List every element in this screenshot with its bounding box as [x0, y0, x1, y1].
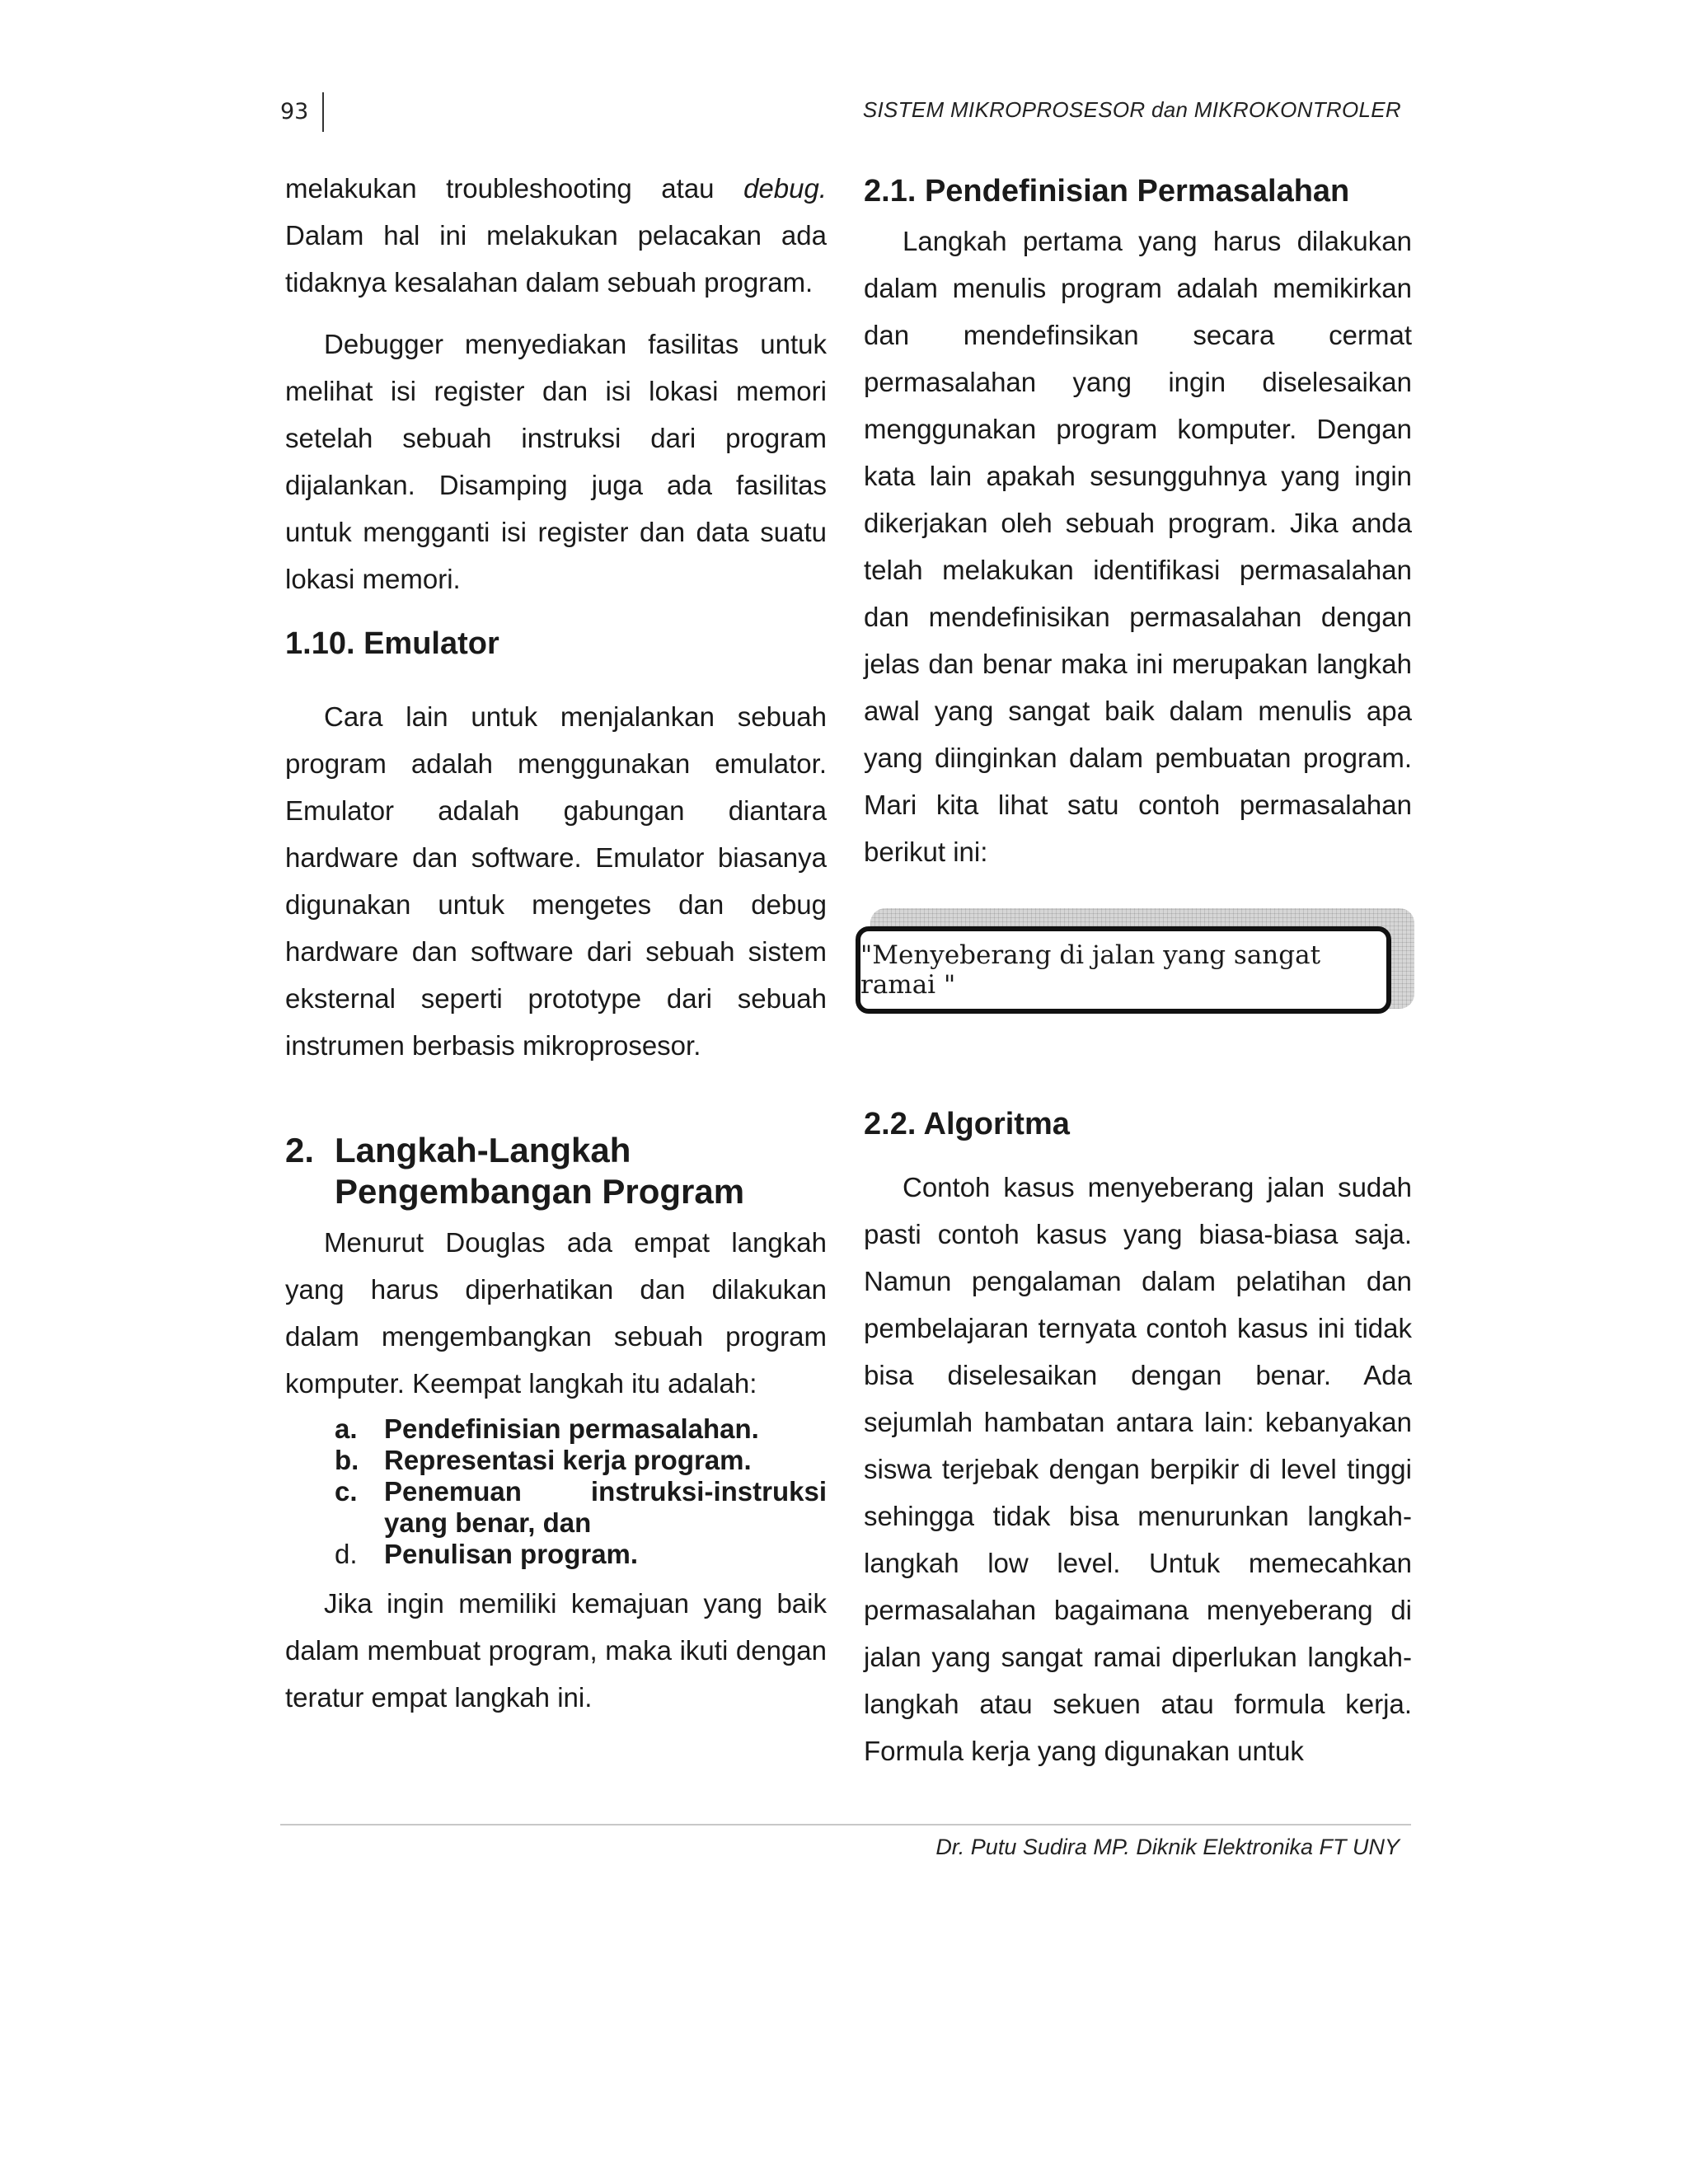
- list-item: [335, 1539, 827, 1570]
- section-title: Langkah-Langkah Pengembangan Program: [335, 1131, 745, 1211]
- list-item-text: Representasi kerja program.: [384, 1445, 752, 1475]
- section-heading-2: [285, 1130, 827, 1212]
- paragraph-text: melakukan troubleshooting atau: [285, 173, 744, 204]
- list-marker: b.: [335, 1445, 359, 1475]
- quote-text: "Menyeberang di jalan yang sangat ramai ": [856, 926, 1391, 1014]
- heading-2-1: 2.1. Pendefinisian Permasalahan: [864, 174, 1350, 209]
- list-item-text: Pendefinisian permasalahan.: [384, 1413, 759, 1444]
- list-marker: d.: [335, 1539, 358, 1569]
- paragraph-debugger: Debugger menyediakan fasilitas untuk melihat isi register dan isi lokasi memori setelah sebuah instruksi dari program dijalankan. Disamping juga ada fasilitas untuk mengganti isi register dan data suatu lokasi memori.: [285, 329, 827, 594]
- list-item: [335, 1413, 827, 1445]
- page-number: 93: [280, 99, 309, 124]
- quote-callout: [856, 908, 1416, 1032]
- list-item: [335, 1445, 827, 1476]
- right-column: [860, 165, 1412, 1774]
- paragraph-douglas: Menurut Douglas ada empat langkah yang harus diperhatikan dan dilakukan dalam mengembangkan sebuah program komputer. Keempat langkah itu adalah:: [285, 1227, 827, 1399]
- footer-author: Dr. Putu Sudira MP. Diknik Elektronika FT UNY: [935, 1835, 1400, 1859]
- list-item-text: Penulisan program.: [384, 1539, 639, 1569]
- footer-divider: [280, 1824, 1411, 1825]
- steps-list: [285, 1413, 827, 1570]
- list-item: [335, 1476, 827, 1539]
- paragraph-debug: [285, 165, 827, 306]
- heading-2-2: 2.2. Algoritma: [864, 1107, 1070, 1141]
- left-column: [285, 165, 827, 1721]
- header-divider: [322, 92, 324, 132]
- paragraph-definition: Langkah pertama yang harus dilakukan dalam menulis program adalah memikirkan dan mendefinsikan secara cermat permasalahan yang ingin diselesaikan menggunakan program komputer. Dengan kata lain apakah sesungguhnya yang ingin dikerjakan oleh sebuah program. Jika anda telah melakukan identifikasi permasalahan dan mendefinisikan permasalahan dengan jelas dan benar maka ini merupakan langkah awal yang sangat baik dalam menulis apa yang diinginkan dalam pembuatan program. Mari kita lihat satu contoh permasalahan berikut ini:: [864, 226, 1412, 867]
- paragraph-conclusion: Jika ingin memiliki kemajuan yang baik dalam membuat program, maka ikuti dengan teratur empat langkah ini.: [285, 1588, 827, 1713]
- list-marker: c.: [335, 1476, 358, 1507]
- paragraph-emulator: Cara lain untuk menjalankan sebuah program adalah menggunakan emulator. Emulator adalah gabungan diantara hardware dan software. Emulator biasanya digunakan untuk mengetes dan debug hardware dan software dari sebuah sistem eksternal seperti prototype dari sebuah instrumen berbasis mikroprosesor.: [285, 701, 827, 1061]
- paragraph-text: Dalam hal ini melakukan pelacakan ada tidaknya kesalahan dalam sebuah program.: [285, 220, 827, 298]
- list-marker: a.: [335, 1413, 358, 1444]
- heading-emulator: 1.10. Emulator: [285, 626, 499, 661]
- paragraph-algorithm: Contoh kasus menyeberang jalan sudah pasti contoh kasus yang biasa-biasa saja. Namun pengalaman dalam pelatihan dan pembelajaran ternyata contoh kasus ini tidak bisa diselesaikan dengan benar. Ada sejumlah hambatan antara lain: kebanyakan siswa terjebak dengan berpikir di level tinggi sehingga tidak bisa menurunkan langkah-langkah low level. Untuk memecahkan permasalahan bagaimana menyeberang di jalan yang sangat ramai diperlukan langkah-langkah atau sekuen atau formula kerja. Formula kerja yang digunakan untuk: [864, 1172, 1412, 1766]
- running-header: SISTEM MIKROPROSESOR dan MIKROKONTROLER: [862, 97, 1401, 122]
- list-item-text: Penemuan instruksi-instruksi yang benar, dan: [384, 1476, 827, 1538]
- italic-term: debug.: [743, 173, 827, 204]
- section-number: 2.: [285, 1131, 315, 1169]
